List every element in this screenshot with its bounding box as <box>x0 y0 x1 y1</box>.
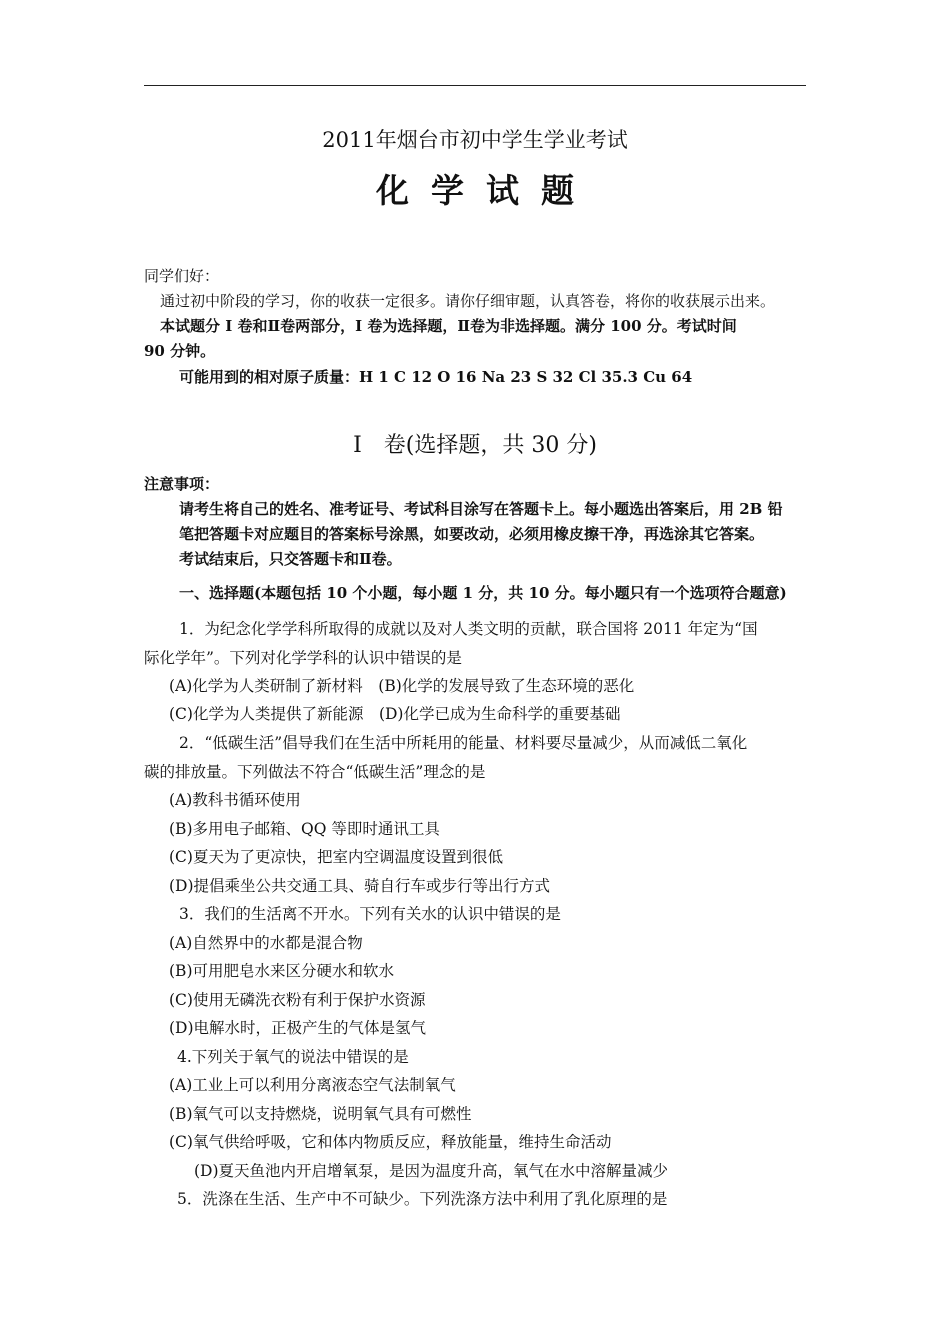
q4-option-c: (C)氧气供给呼吸，它和体内物质反应，释放能量，维持生命活动 <box>169 1133 612 1151</box>
q4-option-b: (B)氧气可以支持燃烧，说明氧气具有可燃性 <box>169 1105 472 1123</box>
q1-line-2: 际化学年”。下列对化学学科的认识中错误的是 <box>144 649 462 667</box>
q4-option-a: (A)工业上可以利用分离液态空气法制氧气 <box>169 1076 456 1094</box>
intro-line-1: 通过初中阶段的学习，你的收获一定很多。请你仔细审题，认真答卷，将你的收获展示出来。 <box>160 292 776 310</box>
q2-option-d: (D)提倡乘坐公共交通工具、骑自行车或步行等出行方式 <box>169 877 551 895</box>
intro-line-2: 本试题分 I 卷和Ⅱ卷两部分，I 卷为选择题，Ⅱ卷为非选择题。满分 100 分。考试时间 <box>160 317 737 335</box>
q5-stem: 5．洗涤在生活、生产中不可缺少。下列洗涤方法中利用了乳化原理的是 <box>177 1190 668 1208</box>
q3-stem: 3．我们的生活离不开水。下列有关水的认识中错误的是 <box>179 905 561 923</box>
intro-line-3: 90 分钟。 <box>144 342 216 360</box>
notice-line-1: 请考生将自己的姓名、准考证号、考试科目涂写在答题卡上。每小题选出答案后，用 2B 铅 <box>179 500 783 518</box>
q3-option-d: (D)电解水时，正极产生的气体是氢气 <box>169 1019 427 1037</box>
greeting: 同学们好： <box>144 267 220 285</box>
q3-option-a: (A)自然界中的水都是混合物 <box>169 934 363 952</box>
q4-option-d: (D)夏天鱼池内开启增氧泵，是因为温度升高，氧气在水中溶解量减少 <box>194 1162 669 1180</box>
q1-options-cd: (C)化学为人类提供了新能源 (D)化学已成为生命科学的重要基础 <box>169 705 621 723</box>
part-heading: 一、选择题(本题包括 10 个小题，每小题 1 分，共 10 分。每小题只有一个选项符合题意) <box>179 584 787 602</box>
subject-title: 化学试题 <box>376 171 596 210</box>
notice-line-2: 笔把答题卡对应题目的答案标号涂黑，如要改动，必须用橡皮擦干净，再选涂其它答案。 <box>179 525 765 543</box>
q2-line-2: 碳的排放量。下列做法不符合“低碳生活”理念的是 <box>144 763 486 781</box>
q4-stem: 4.下列关于氧气的说法中错误的是 <box>177 1048 409 1066</box>
q1-options-ab: (A)化学为人类研制了新材料 (B)化学的发展导致了生态环境的恶化 <box>169 677 635 695</box>
q2-line-1: 2．“低碳生活”倡导我们在生活中所耗用的能量、材料要尽量减少，从而减低二氧化 <box>179 734 748 752</box>
atomic-mass-line: 可能用到的相对原子质量：H 1 C 12 O 16 Na 23 S 32 Cl 35.3 Cu 64 <box>179 368 693 386</box>
q1-line-1: 1．为纪念化学学科所取得的成就以及对人类文明的贡献，联合国将 2011 年定为“国 <box>179 620 758 638</box>
exam-title: 2011年烟台市初中学生学业考试 <box>322 128 628 152</box>
section-title: I 卷(选择题，共 30 分) <box>353 433 597 458</box>
header-rule <box>144 85 806 86</box>
q3-option-b: (B)可用肥皂水来区分硬水和软水 <box>169 962 394 980</box>
q3-option-c: (C)使用无磷洗衣粉有利于保护水资源 <box>169 991 426 1009</box>
q2-option-b: (B)多用电子邮箱、QQ 等即时通讯工具 <box>169 820 440 838</box>
notice-label: 注意事项： <box>144 475 220 493</box>
q2-option-a: (A)教科书循环使用 <box>169 791 301 809</box>
q2-option-c: (C)夏天为了更凉快，把室内空调温度设置到很低 <box>169 848 503 866</box>
notice-line-3: 考试结束后，只交答题卡和Ⅱ卷。 <box>179 550 402 568</box>
